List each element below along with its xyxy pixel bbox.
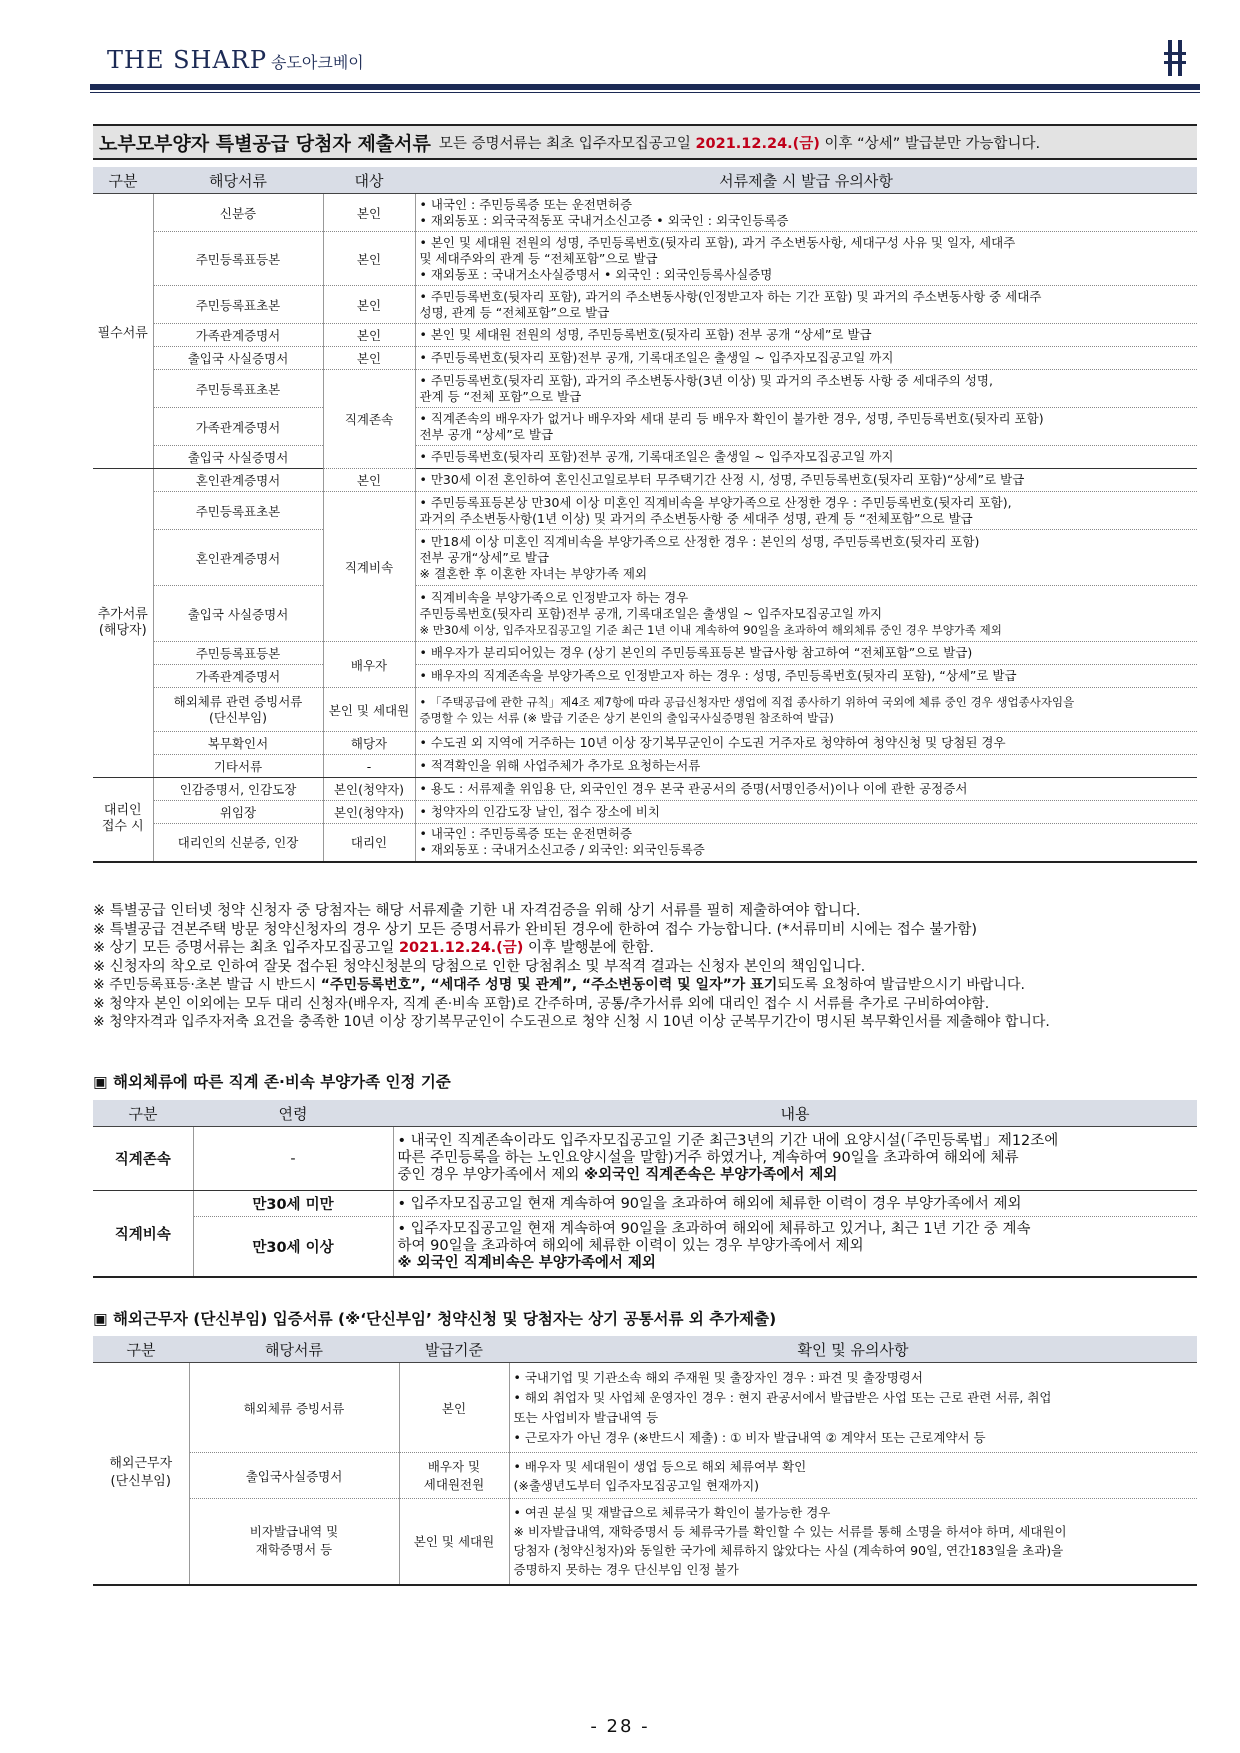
table-row <box>93 1453 1197 1499</box>
page-number: - 28 - <box>590 1716 650 1737</box>
section-title-box <box>93 124 1197 160</box>
title-note-date: 2021.12.24.(금) <box>695 135 820 152</box>
sharp-logo-icon <box>1162 40 1188 76</box>
table-row <box>93 1217 1197 1277</box>
table-row <box>93 469 1197 492</box>
table-row <box>93 324 1197 347</box>
section2-title: ▣ 해외체류에 따른 직계 존·비속 부양가족 인정 기준 <box>93 1073 451 1091</box>
notes-cell: • 만18세 이상 미혼인 직계비속을 부양가족으로 산정한 경우 : 본인의 성명, 주민등록번호(뒷자리 포함) 전부 공개“상세”로 발급 ※ 결혼한 후 이혼한 자녀는 부양가족 제외 <box>415 530 1197 586</box>
note-line: ※ 주민등록표등·초본 발급 시 반드시 “주민등록번호”, “세대주 성명 및 관계”, “주소변동이력 및 일자”가 표기되도록 요청하여 발급받으시기 바랍니다. <box>93 977 1025 993</box>
doc-cell: 출입국 사실증명서 <box>153 347 323 370</box>
doc-cell: 위임장 <box>153 801 323 824</box>
documents-table <box>93 167 1197 863</box>
notes-cell: • 주민등록번호(뒷자리 포함)전부 공개, 기록대조일은 출생일 ~ 입주자모집공고일 까지 <box>415 446 1197 469</box>
table-row <box>93 732 1197 755</box>
target-cell: 배우자 <box>323 642 415 688</box>
table-header-row <box>93 1100 1197 1127</box>
note-line: ※ 특별공급 인터넷 청약 신청자 중 당첨자는 해당 서류제출 기한 내 자격검증을 위해 상기 서류를 필히 제출하여야 합니다. <box>93 903 861 919</box>
doc-cell: 해외체류 증빙서류 <box>189 1363 399 1453</box>
doc-cell: 주민등록표초본 <box>153 492 323 530</box>
target-cell: 본인 <box>323 286 415 324</box>
table-row <box>93 1499 1197 1585</box>
table-row <box>93 194 1197 232</box>
table-row <box>93 1127 1197 1191</box>
group-additional: 추가서류 (해당자) <box>93 469 153 778</box>
table-row <box>93 688 1197 732</box>
section-title: 노부모부양자 특별공급 당첨자 제출서류 <box>99 132 431 155</box>
doc-cell: 비자발급내역 및 재학증명서 등 <box>189 1499 399 1585</box>
doc-cell: 출입국사실증명서 <box>189 1453 399 1499</box>
col-header-notes: 서류제출 시 발급 유의사항 <box>415 167 1197 194</box>
notes-cell: • 용도 : 서류제출 위임용 단, 외국인인 경우 본국 관공서의 증명(서명인증서)이나 이에 관한 공정증서 <box>415 778 1197 801</box>
target-cell: 해당자 <box>323 732 415 755</box>
notes-block <box>93 902 1197 1032</box>
target-cell: 배우자 및 세대원전원 <box>399 1453 509 1499</box>
note-line: ※ 청약자격과 입주자저축 요건을 충족한 10년 이상 장기복무군인이 수도권으로 청약 신청 시 10년 이상 군복무기간이 명시된 복무확인서를 제출해야 합니다. <box>93 1014 1050 1030</box>
doc-cell: 출입국 사실증명서 <box>153 446 323 469</box>
notes-cell: • 수도권 외 지역에 거주하는 10년 이상 장기복무군인이 수도권 거주자로 청약하여 청약신청 및 당첨된 경우 <box>415 732 1197 755</box>
col-header-criteria: 발급기준 <box>399 1336 509 1363</box>
category-cell: 해외근무자 (단신부임) <box>93 1363 189 1585</box>
table-row <box>93 232 1197 286</box>
notes-cell: • 내국인 : 주민등록증 또는 운전면허증 • 재외동포 : 외국국적동포 국내거소신고증 • 외국인 : 외국인등록증 <box>415 194 1197 232</box>
col-header-category: 구분 <box>93 167 153 194</box>
table-header-row <box>93 1336 1197 1363</box>
section3-title: ▣ 해외근무자 (단신부임) 입증서류 (※‘단신부임’ 청약신청 및 당첨자는 상기 공통서류 외 추가제출) <box>93 1310 777 1328</box>
col-header-target: 대상 <box>323 167 415 194</box>
col-header-age: 연령 <box>193 1100 393 1127</box>
note-line: ※ 청약자 본인 이외에는 모두 대리 신청자(배우자, 직계 존·비속 포함)로 간주하며, 공통/추가서류 외에 대리인 접수 시 서류를 추가로 구비하여야함. <box>93 995 990 1012</box>
target-cell: 본인 <box>323 232 415 286</box>
content-cell: • 내국인 직계존속이라도 입주자모집공고일 기준 최근3년의 기간 내에 요양시설(「주민등록법」제12조에 따른 주민등록을 하는 노인요양시설을 말함)거주 하였거나, 계속하여 90일을 초과하여 해외에 체류 중인 경우 부양가족에서 제외 ※외국인 직계존속은 부양가족에서 제외 <box>393 1127 1197 1191</box>
doc-cell: 기타서류 <box>153 755 323 778</box>
notes-cell: • 배우자가 분리되어있는 경우 (상기 본인의 주민등록표등본 발급사항 참고하여 “전체포함”으로 발급) <box>415 642 1197 665</box>
notes-cell: • 여권 분실 및 재발급으로 체류국가 확인이 불가능한 경우 ※ 비자발급내역, 재학증명서 등 체류국가를 확인할 수 있는 서류를 통해 소명을 하셔야 하며, 세대원이 당첨자 (청약신청자)와 동일한 국가에 체류하지 않았다는 사실 (계속하여 90일, 연간183일을 초과)을 증명하지 못하는 경우 단신부임 인정 불가 <box>509 1499 1197 1585</box>
target-cell: 본인 <box>323 194 415 232</box>
col-header-document: 해당서류 <box>189 1336 399 1363</box>
notes-cell: • 적격확인을 위해 사업주체가 추가로 요청하는서류 <box>415 755 1197 778</box>
header-rule-thin <box>90 92 1200 93</box>
target-cell: 본인 및 세대원 <box>399 1499 509 1585</box>
doc-cell: 주민등록표초본 <box>153 286 323 324</box>
table-row <box>93 586 1197 642</box>
target-cell: 직계존속 <box>323 370 415 469</box>
table-row <box>93 778 1197 801</box>
target-cell: 본인 <box>323 469 415 492</box>
title-note-pre: 모든 증명서류는 최초 입주자모집공고일 <box>438 135 691 152</box>
notes-cell: • 내국인 : 주민등록증 또는 운전면허증 • 재외동포 : 국내거소신고증 / 외국인: 외국인등록증 <box>415 824 1197 862</box>
doc-cell: 주민등록표초본 <box>153 370 323 408</box>
age-cell: 만30세 이상 <box>193 1217 393 1277</box>
notes-cell: • 주민등록번호(뒷자리 포함), 과거의 주소변동사항(3년 이상) 및 과거의 주소변동 사항 중 세대주의 성명, 관계 등 “전체 포함”으로 발급 <box>415 370 1197 408</box>
doc-cell: 가족관계증명서 <box>153 665 323 688</box>
notes-cell: • 주민등록번호(뒷자리 포함)전부 공개, 기록대조일은 출생일 ~ 입주자모집공고일 까지 <box>415 347 1197 370</box>
target-cell: 본인 <box>399 1363 509 1453</box>
table-row <box>93 446 1197 469</box>
notes-cell: • 국내기업 및 기관소속 해외 주재원 및 출장자인 경우 : 파견 및 출장명령서 • 해외 취업자 및 사업체 운영자인 경우 : 현지 관공서에서 발급받은 사업 또는 근로 관련 서류, 취업 또는 사업비자 발급내역 등 • 근로자가 아닌 경우 (※반드시 제출) : ① 비자 발급내역 ② 계약서 또는 근로계약서 등 <box>509 1363 1197 1453</box>
table-row <box>93 801 1197 824</box>
col-header-category: 구분 <box>93 1336 189 1363</box>
target-cell: 본인(청약자) <box>323 801 415 824</box>
brand-sub: 송도아크베이 <box>271 53 364 72</box>
table-row <box>93 642 1197 665</box>
table-header-row <box>93 167 1197 194</box>
col-header-notes: 확인 및 유의사항 <box>509 1336 1197 1363</box>
doc-cell: 가족관계증명서 <box>153 408 323 446</box>
brand-logo: THE SHARP 송도아크베이 <box>107 46 364 74</box>
table-row <box>93 286 1197 324</box>
target-cell: 본인 및 세대원 <box>323 688 415 732</box>
category-cell: 직계비속 <box>93 1191 193 1277</box>
note-line: ※ 신청자의 착오로 인하여 잘못 접수된 청약신청분의 당첨으로 인한 당첨취소 및 부적격 결과는 신청자 본인의 책임입니다. <box>93 958 866 975</box>
notes-cell: • 주민등록번호(뒷자리 포함), 과거의 주소변동사항(인정받고자 하는 기간 포함) 및 과거의 주소변동사항 중 세대주 성명, 관계 등 “전체포함”으로 발급 <box>415 286 1197 324</box>
notes-cell: • 주민등록표등본상 만30세 이상 미혼인 직계비속을 부양가족으로 산정한 경우 : 주민등록번호(뒷자리 포함), 과거의 주소변동사항(1년 이상) 및 과거의 주소변동사항 중 세대주 성명, 관계 등 “전체포함”으로 발급 <box>415 492 1197 530</box>
notes-cell: • 만30세 이전 혼인하여 혼인신고일로부터 무주택기간 산정 시, 성명, 주민등록번호(뒷자리 포함)“상세”로 발급 <box>415 469 1197 492</box>
title-note-post: 이후 “상세” 발급분만 가능합니다. <box>824 135 1041 152</box>
table-row <box>93 492 1197 530</box>
age-cell: - <box>193 1127 393 1191</box>
doc-cell: 혼인관계증명서 <box>153 530 323 586</box>
notes-cell: • 직계존속의 배우자가 없거나 배우자와 세대 분리 등 배우자 확인이 불가한 경우, 성명, 주민등록번호(뒷자리 포함) 전부 공개 “상세”로 발급 <box>415 408 1197 446</box>
overseas-worker-table <box>93 1336 1197 1586</box>
notes-cell: • 「주택공급에 관한 규칙」제4조 제7항에 따라 공급신청자만 생업에 직접 종사하기 위하여 국외에 체류 중인 경우 생업종사자임을 증명할 수 있는 서류 (※ 발급 기준은 상기 본인의 출입국사실증명원 참조하여 발급) <box>415 688 1197 732</box>
table-row <box>93 347 1197 370</box>
header-rule <box>90 84 1200 90</box>
doc-cell: 신분증 <box>153 194 323 232</box>
notes-cell: • 배우자 및 세대원이 생업 등으로 해외 체류여부 확인 (※출생년도부터 입주자모집공고일 현재까지) <box>509 1453 1197 1499</box>
target-cell: 대리인 <box>323 824 415 862</box>
doc-cell: 인감증명서, 인감도장 <box>153 778 323 801</box>
col-header-content: 내용 <box>393 1100 1197 1127</box>
notes-cell: • 배우자의 직계존속을 부양가족으로 인정받고자 하는 경우 : 성명, 주민등록번호(뒷자리 포함), “상세”로 발급 <box>415 665 1197 688</box>
target-cell: 본인 <box>323 324 415 347</box>
age-cell: 만30세 미만 <box>193 1191 393 1217</box>
content-cell: • 입주자모집공고일 현재 계속하여 90일을 초과하여 해외에 체류하고 있거나, 최근 1년 기간 중 계속 하여 90일을 초과하여 해외에 체류한 이력이 있는 경우 부양가족에서 제외 ※ 외국인 직계비속은 부양가족에서 제외 <box>393 1217 1197 1277</box>
note-line: ※ 특별공급 견본주택 방문 청약신청자의 경우 상기 모든 증명서류가 완비된 경우에 한하여 접수 가능합니다. (*서류미비 시에는 접수 불가함) <box>93 921 978 938</box>
table-row <box>93 1363 1197 1453</box>
table-row <box>93 665 1197 688</box>
notes-cell: • 직계비속을 부양가족으로 인정받고자 하는 경우 주민등록번호(뒷자리 포함)전부 공개, 기록대조일은 출생일 ~ 입주자모집공고일 까지 ※ 만30세 이상, 입주자모집공고일 기준 최근 1년 이내 계속하여 90일을 초과하여 해외체류 중인 경우 부양가족 제외 <box>415 586 1197 642</box>
doc-cell: 가족관계증명서 <box>153 324 323 347</box>
target-cell: 직계비속 <box>323 492 415 642</box>
doc-cell: 혼인관계증명서 <box>153 469 323 492</box>
notes-cell: • 청약자의 인감도장 날인, 접수 장소에 비치 <box>415 801 1197 824</box>
table-row <box>93 824 1197 862</box>
doc-cell: 주민등록표등본 <box>153 232 323 286</box>
table-row <box>93 755 1197 778</box>
col-header-document: 해당서류 <box>153 167 323 194</box>
group-required: 필수서류 <box>93 194 153 469</box>
table-row <box>93 370 1197 408</box>
note-line: ※ 상기 모든 증명서류는 최초 입주자모집공고일 2021.12.24.(금) 이후 발행분에 한함. <box>93 940 654 956</box>
target-cell: 본인 <box>323 347 415 370</box>
target-cell: 본인(청약자) <box>323 778 415 801</box>
doc-cell: 복무확인서 <box>153 732 323 755</box>
page-header <box>0 0 1240 90</box>
doc-cell: 대리인의 신분증, 인장 <box>153 824 323 862</box>
content-cell: • 입주자모집공고일 현재 계속하여 90일을 초과하여 해외에 체류한 이력이 경우 부양가족에서 제외 <box>393 1191 1197 1217</box>
group-agent: 대리인 접수 시 <box>93 778 153 862</box>
table-row <box>93 1191 1197 1217</box>
notes-cell: • 본인 및 세대원 전원의 성명, 주민등록번호(뒷자리 포함) 전부 공개 “상세”로 발급 <box>415 324 1197 347</box>
notes-cell: • 본인 및 세대원 전원의 성명, 주민등록번호(뒷자리 포함), 과거 주소변동사항, 세대구성 사유 및 일자, 세대주 및 세대주와의 관계 등 “전체포함”으로 발급 • 재외동포 : 국내거소사실증명서 • 외국인 : 외국인등록사실증명 <box>415 232 1197 286</box>
doc-cell: 해외체류 관련 증빙서류 (단신부임) <box>153 688 323 732</box>
table-row <box>93 408 1197 446</box>
col-header-category: 구분 <box>93 1100 193 1127</box>
category-cell: 직계존속 <box>93 1127 193 1191</box>
doc-cell: 출입국 사실증명서 <box>153 586 323 642</box>
doc-cell: 주민등록표등본 <box>153 642 323 665</box>
target-cell: - <box>323 755 415 778</box>
overseas-stay-table <box>93 1100 1197 1278</box>
table-row <box>93 530 1197 586</box>
